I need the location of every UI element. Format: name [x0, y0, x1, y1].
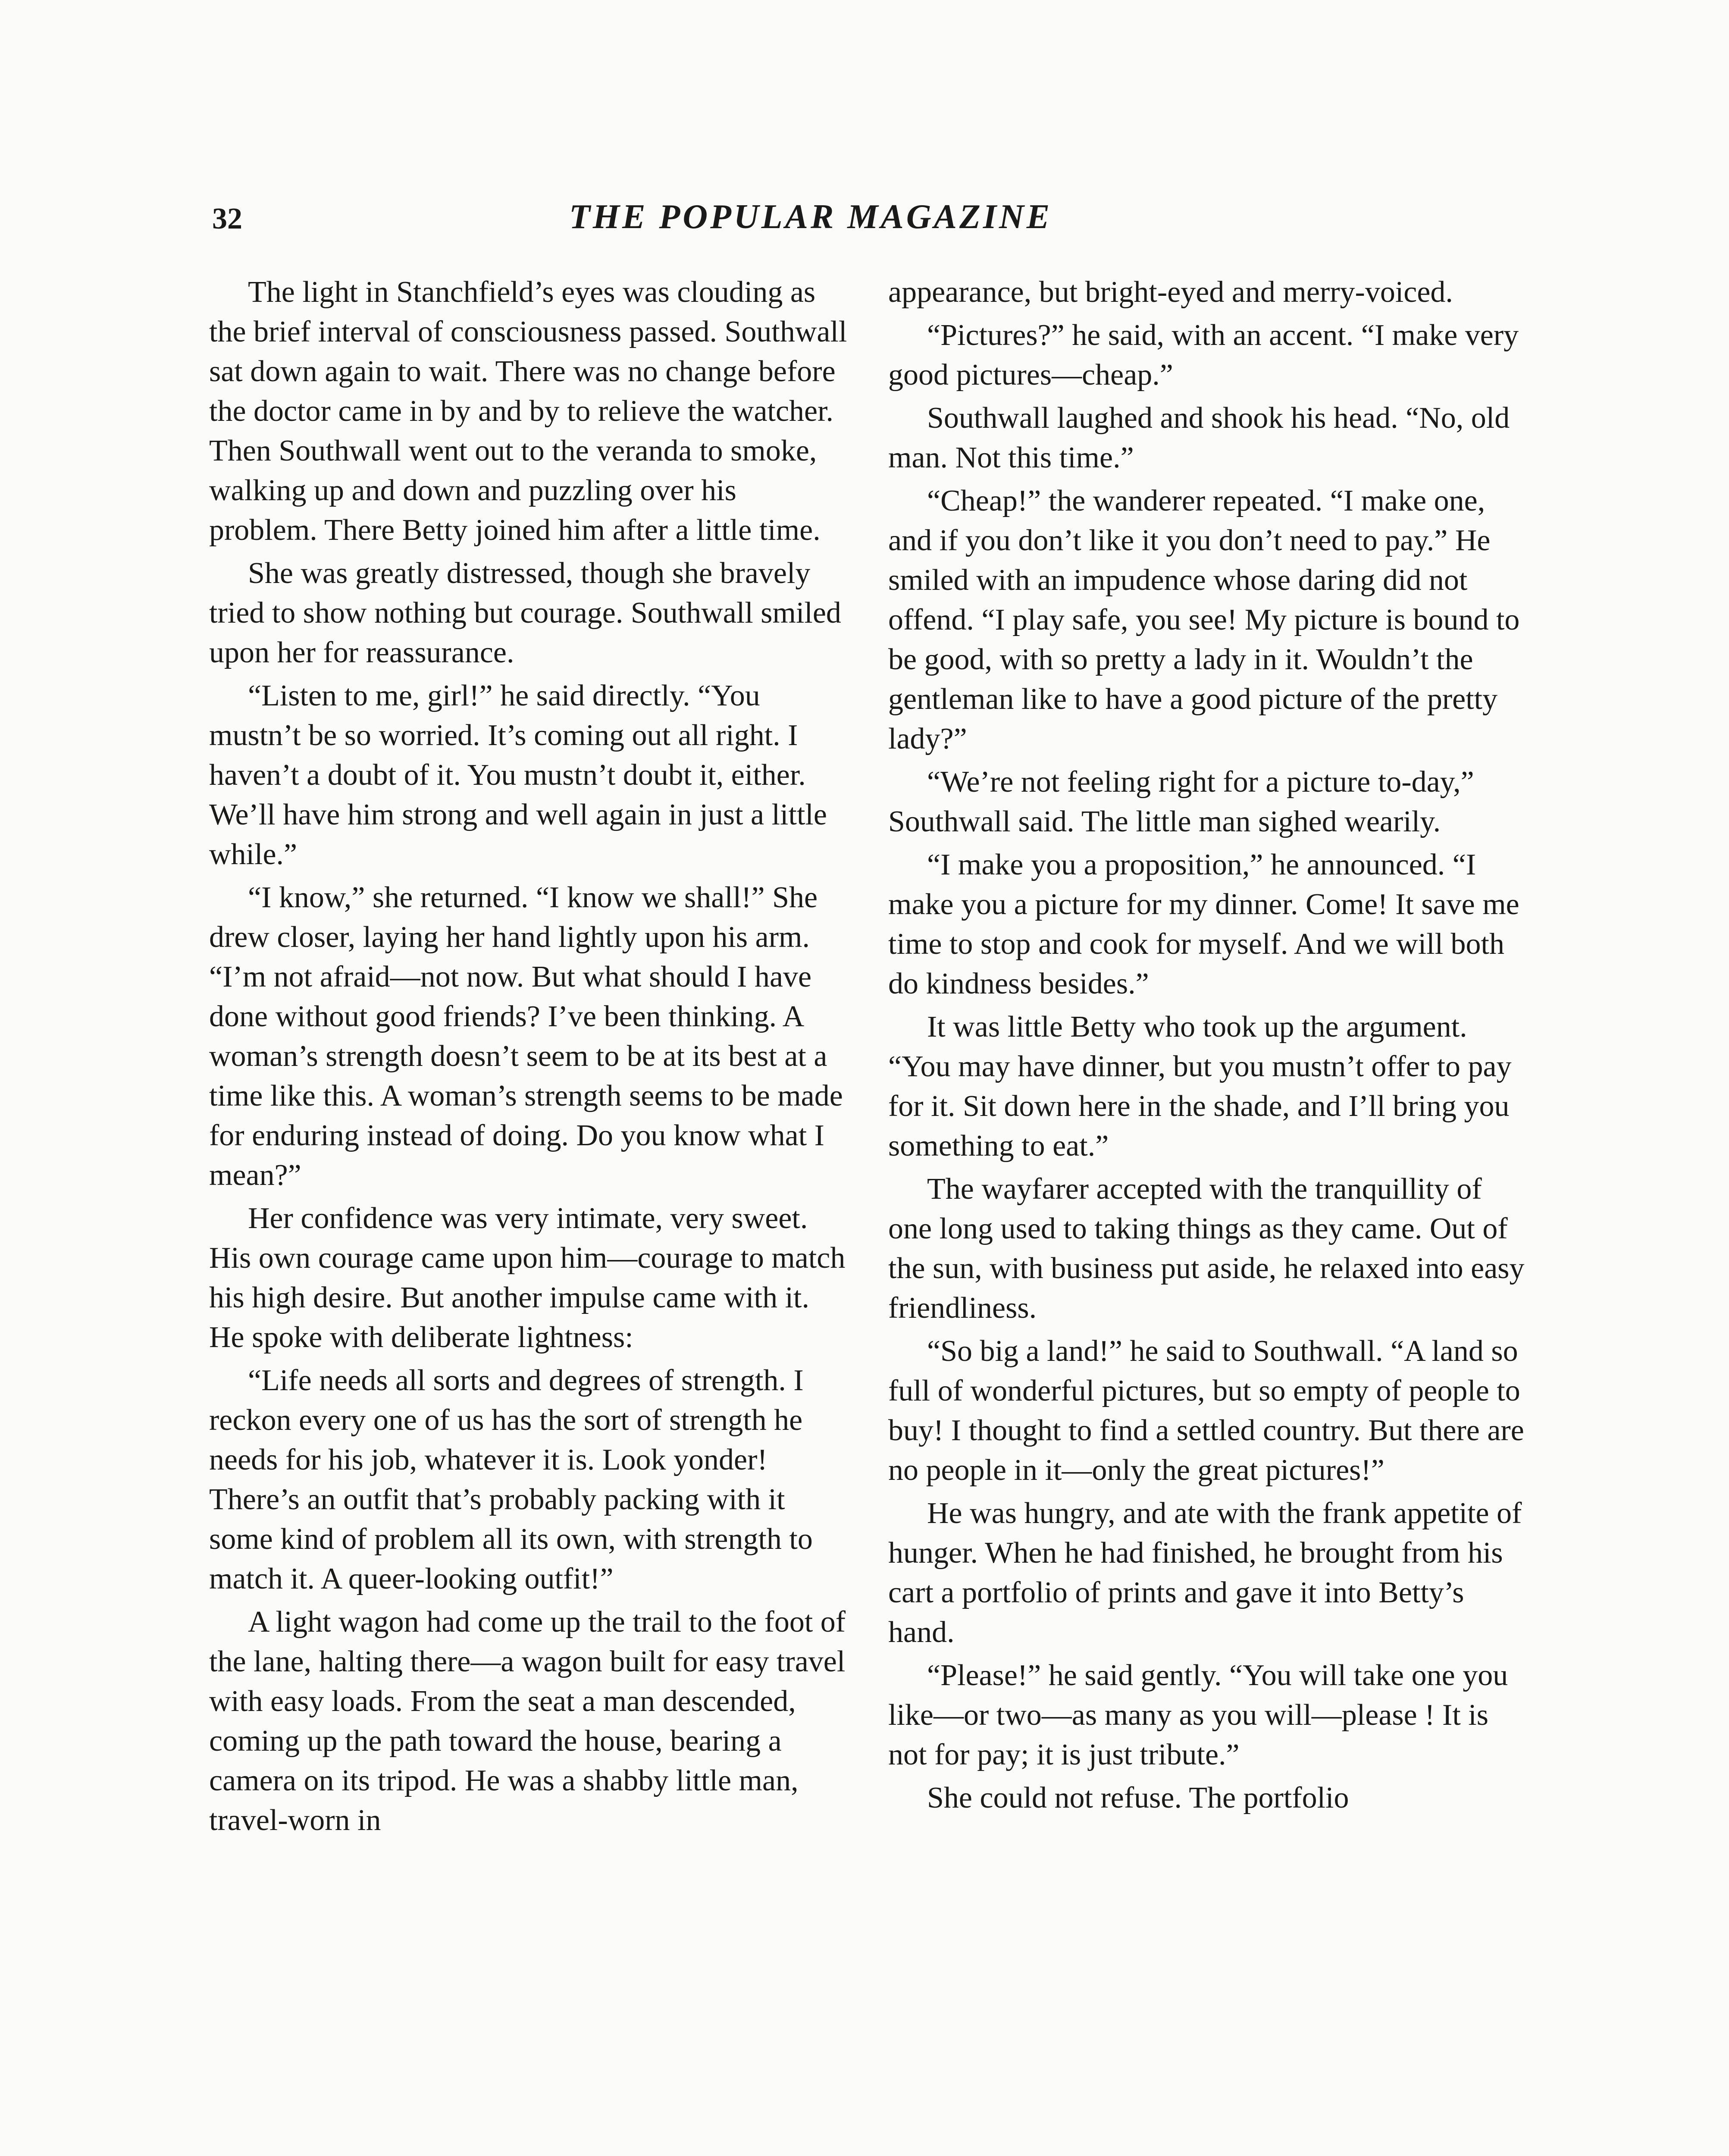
- paragraph: “Cheap!” the wanderer repeated. “I make one, and if you don’t like it you don’t need to pay.” He smiled with an impudence whose daring did not offend. “I play safe, you see! My picture is bound to be good, with so pretty a lady in it. Wouldn’t the gentleman like to have a good picture of the pretty lady?”: [888, 484, 1520, 755]
- paragraph: “Please!” he said gently. “You will take one you like—or two—as many as you will—please ! It is not for pay; it is just tribute.”: [888, 1659, 1508, 1771]
- paragraph: Her confidence was very intimate, very sweet. His own courage came upon him—courage to match his high desire. But another impulse came with it. He spoke with deliberate lightness:: [209, 1202, 846, 1354]
- paragraph: She was greatly distressed, though she bravely tried to show nothing but courage. Southwall smiled upon her for reassurance.: [209, 557, 841, 669]
- page-number: 32: [212, 202, 242, 235]
- running-title: THE POPULAR MAGAZINE: [569, 198, 1052, 236]
- paragraph: The light in Stanchfield’s eyes was clouding as the brief interval of consciousness passed. Southwall sat down again to wait. There was no change before the doctor came in by and by to relieve the watcher. Then Southwall went out to the veranda to smoke, walking up and down and puzzling over his problem. There Betty joined him after a little time.: [209, 276, 847, 547]
- paragraph: Southwall laughed and shook his head. “No, old man. Not this time.”: [888, 401, 1510, 474]
- paragraph: He was hungry, and ate with the frank appetite of hunger. When he had finished, he brought from his cart a portfolio of prints and gave it into Betty’s hand.: [888, 1497, 1522, 1649]
- paragraph-continued: appearance, but bright-eyed and merry-voiced.: [888, 276, 1453, 309]
- paragraph: “So big a land!” he said to Southwall. “A land so full of wonderful pictures, but so empty of people to buy! I thought to find a settled country. But there are no people in it—only the great pictures!”: [888, 1335, 1524, 1487]
- paragraph: “We’re not feeling right for a picture to-day,” Southwall said. The little man sighed wearily.: [888, 765, 1474, 838]
- right-column: [888, 273, 1529, 1818]
- paragraph: She could not refuse. The portfolio: [927, 1781, 1349, 1814]
- paragraph: “Life needs all sorts and degrees of strength. I reckon every one of us has the sort of strength he needs for his job, whatever it is. Look yonder! There’s an outfit that’s probably packing with it some kind of problem all its own, with strength to match it. A queer-looking outfit!”: [209, 1364, 813, 1595]
- paragraph: A light wagon had come up the trail to the foot of the lane, halting there—a wagon built for easy travel with easy loads. From the seat a man descended, coming up the path toward the house, bearing a camera on its tripod. He was a shabby little man, travel-worn in: [209, 1605, 846, 1837]
- paragraph: The wayfarer accepted with the tranquillity of one long used to taking things as they came. Out of the sun, with business put aside, he relaxed into easy friendliness.: [888, 1172, 1525, 1325]
- paragraph: “I know,” she returned. “I know we shall!” She drew closer, laying her hand lightly upon his arm. “I’m not afraid—not now. But what should I have done without good friends? I’ve been thinking. A woman’s strength doesn’t seem to be at its best at a time like this. A woman’s strength seems to be made for enduring instead of doing. Do you know what I mean?”: [209, 881, 843, 1192]
- paragraph: It was little Betty who took up the argument. “You may have dinner, but you mustn’t offer to pay for it. Sit down here in the shade, and I’ll bring you something to eat.”: [888, 1010, 1512, 1163]
- left-column: [209, 273, 849, 1840]
- paragraph: “Pictures?” he said, with an accent. “I make very good pictures—cheap.”: [888, 319, 1519, 392]
- paragraph: “I make you a proposition,” he announced. “I make you a picture for my dinner. Come! It save me time to stop and cook for myself. And we will both do kindness besides.”: [888, 848, 1519, 1000]
- paragraph: “Listen to me, girl!” he said directly. “You mustn’t be so worried. It’s coming out all right. I haven’t a doubt of it. You mustn’t doubt it, either. We’ll have him strong and well again in just a little while.”: [209, 679, 827, 871]
